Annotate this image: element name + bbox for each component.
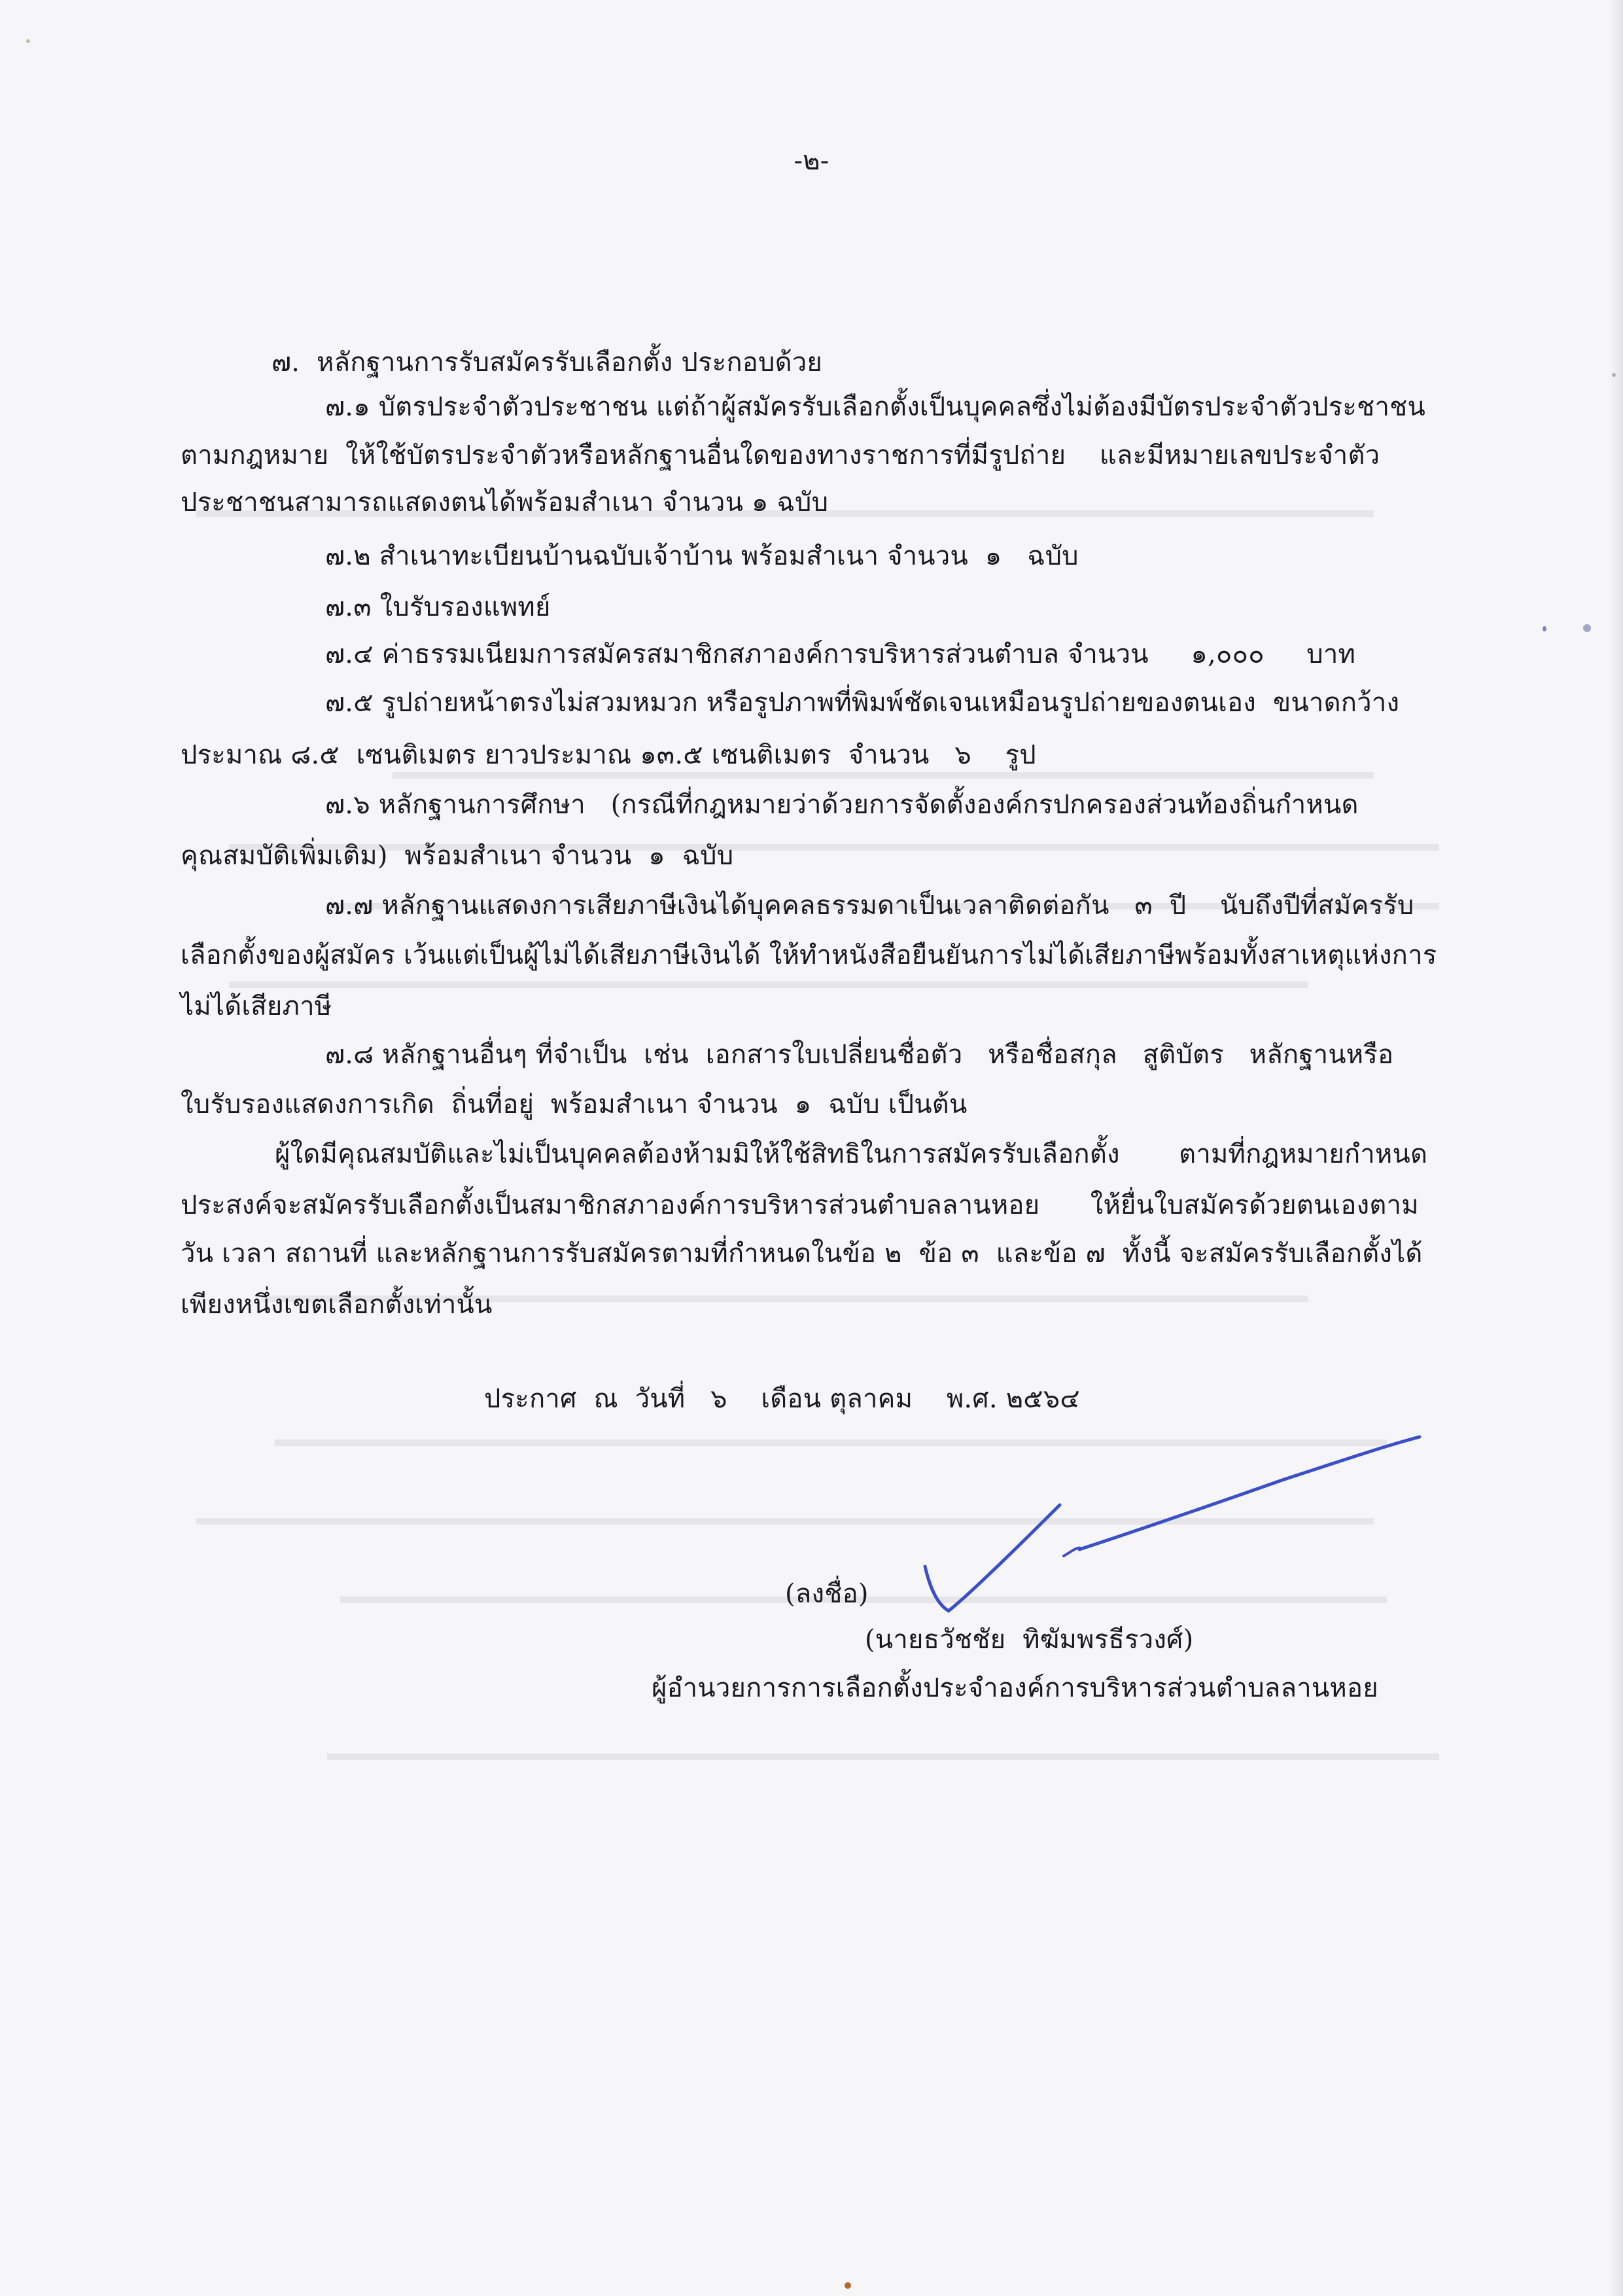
announcement-date: ประกาศ ณ วันที่ ๖ เดือน ตุลาคม พ.ศ. ๒๕๖๔ (484, 1384, 1080, 1414)
item-7-8-line-2: ใบรับรองแสดงการเกิด ถิ่นที่อยู่ พร้อมสำเนา จำนวน ๑ ฉบับ เป็นต้น (181, 1089, 968, 1120)
closing-line-3: วัน เวลา สถานที่ และหลักฐานการรับสมัครตามที่กำหนดในข้อ ๒ ข้อ ๓ และข้อ ๗ ทั้งนี้ จะสมัครรับเลือกตั้งได้ (181, 1239, 1423, 1269)
handwritten-signature (909, 1426, 1433, 1623)
scan-speck (1612, 373, 1616, 377)
section-7-heading: ๗. หลักฐานการรับสมัครรับเลือกตั้ง ประกอบด้วย (271, 347, 823, 378)
item-7-1-line-3: ประชาชนสามารถแสดงตนได้พร้อมสำเนา จำนวน ๑ ฉบับ (181, 487, 829, 518)
scan-speck (1543, 626, 1546, 631)
page-number: -๒- (794, 146, 829, 176)
item-7-2: ๗.๒ สำเนาทะเบียนบ้านฉบับเจ้าบ้าน พร้อมสำเนา จำนวน ๑ ฉบับ (325, 541, 1079, 571)
item-7-7-line-1: ๗.๗ หลักฐานแสดงการเสียภาษีเงินได้บุคคลธรรมดาเป็นเวลาติดต่อกัน ๓ ปี นับถึงปีที่สมัครรับ (325, 891, 1414, 921)
item-7-8-line-1: ๗.๘ หลักฐานอื่นๆ ที่จำเป็น เช่น เอกสารใบเปลี่ยนชื่อตัว หรือชื่อสกุล สูติบัตร หลักฐานหรือ (325, 1040, 1394, 1070)
item-7-5-line-2: ประมาณ ๘.๕ เซนติเมตร ยาวประมาณ ๑๓.๕ เซนติเมตร จำนวน ๖ รูป (181, 740, 1036, 770)
item-7-7-line-2: เลือกตั้งของผู้สมัคร เว้นแต่เป็นผู้ไม่ได้เสียภาษีเงินได้ ให้ทำหนังสือยืนยันการไม่ได้เสียภาษีพร้อมทั้งสาเหตุแห่งการ (181, 940, 1437, 970)
signature-label: (ลงชื่อ) (785, 1579, 869, 1609)
item-7-4: ๗.๔ ค่าธรรมเนียมการสมัครสมาชิกสภาองค์การบริหารส่วนตำบล จำนวน ๑,๐๐๐ บาท (325, 639, 1356, 669)
signer-name: (นายธวัชชัย ทิฆัมพรธีรวงศ์) (865, 1625, 1194, 1655)
scan-speck (1583, 624, 1591, 632)
item-7-5-line-1: ๗.๕ รูปถ่ายหน้าตรงไม่สวมหมวก หรือรูปภาพที่พิมพ์ชัดเจนเหมือนรูปถ่ายของตนเอง ขนาดกว้าง (325, 688, 1400, 718)
closing-line-4: เพียงหนึ่งเขตเลือกตั้งเท่านั้น (181, 1290, 493, 1320)
signer-position: ผู้อำนวยการการเลือกตั้งประจำองค์การบริหารส่วนตำบลลานหอย (652, 1673, 1378, 1703)
item-7-1-line-1: ๗.๑ บัตรประจำตัวประชาชน แต่ถ้าผู้สมัครรับเลือกตั้งเป็นบุคคลซึ่งไม่ต้องมีบัตรประจำตัวประชาชน (325, 392, 1426, 422)
closing-line-1: ผู้ใดมีคุณสมบัติและไม่เป็นบุคคลต้องห้ามมิให้ใช้สิทธิในการสมัครรับเลือกตั้ง ตามที่กฎหมายกำหนด (275, 1139, 1428, 1169)
item-7-6-line-2: คุณสมบัติเพิ่มเติม) พร้อมสำเนา จำนวน ๑ ฉบับ (181, 841, 734, 871)
item-7-7-line-3: ไม่ได้เสียภาษี (181, 991, 332, 1021)
item-7-3: ๗.๓ ใบรับรองแพทย์ (325, 592, 551, 622)
item-7-6-line-1: ๗.๖ หลักฐานการศึกษา (กรณีที่กฎหมายว่าด้วยการจัดตั้งองค์กรปกครองส่วนท้องถิ่นกำหนด (325, 790, 1359, 820)
scan-speck (845, 2282, 851, 2289)
closing-line-2: ประสงค์จะสมัครรับเลือกตั้งเป็นสมาชิกสภาองค์การบริหารส่วนตำบลลานหอย ให้ยื่นใบสมัครด้วยตนเองตาม (181, 1190, 1419, 1220)
item-7-1-line-2: ตามกฎหมาย ให้ใช้บัตรประจำตัวหรือหลักฐานอื่นใดของทางราชการที่มีรูปถ่าย และมีหมายเลขประจำตัว (181, 440, 1380, 470)
scan-speck (26, 39, 30, 43)
